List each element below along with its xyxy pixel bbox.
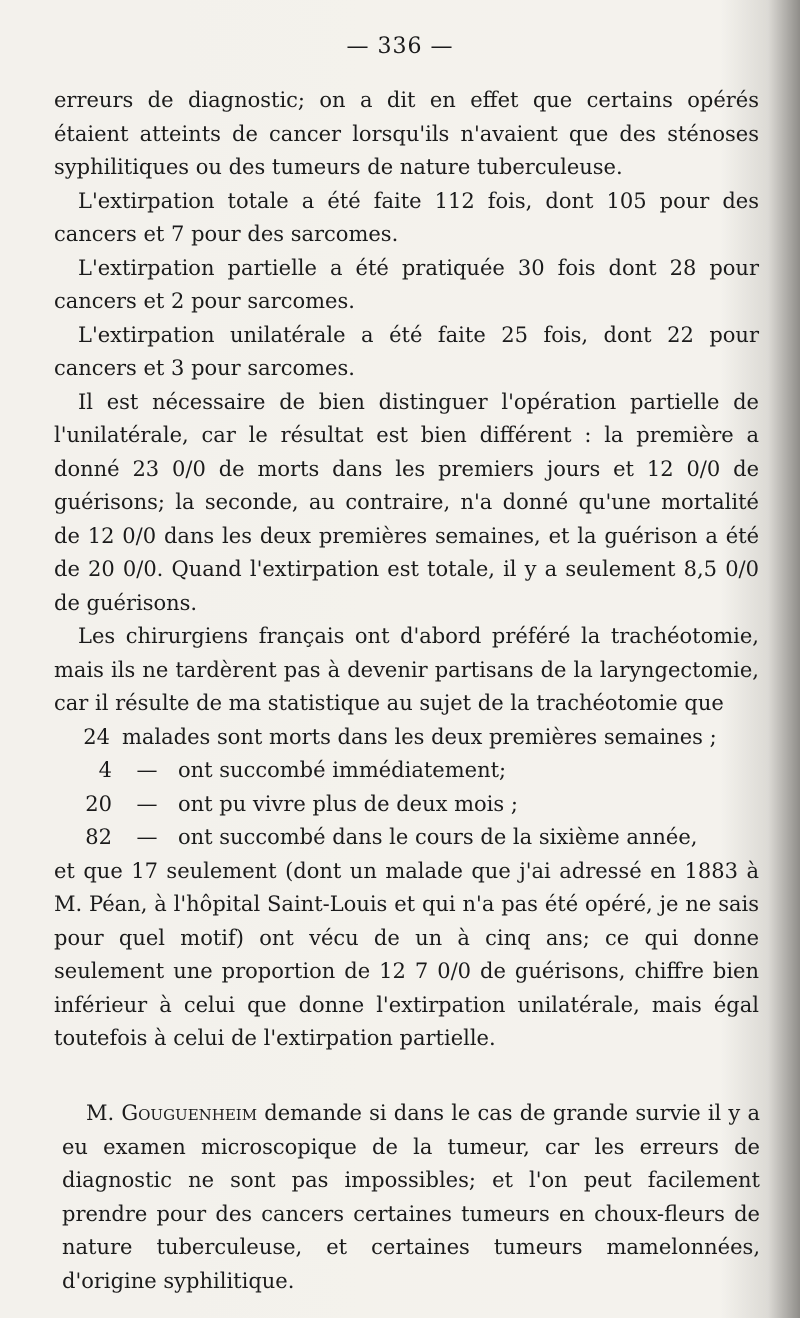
list-item-text: ont pu vivre plus de deux mois ; bbox=[178, 791, 518, 816]
list-item-number: 20 bbox=[85, 791, 112, 816]
list-item-dash: — bbox=[136, 791, 158, 816]
speaker-paragraph bbox=[62, 1097, 760, 1298]
list-item-text: ont succombé immédiatement; bbox=[178, 758, 507, 782]
speaker-remark bbox=[62, 1097, 760, 1298]
list-item bbox=[54, 721, 759, 755]
list-item-dash: — bbox=[136, 758, 158, 782]
paragraph-partial-extirpation: L'extirpation partielle a été pratiquée 30 fois dont 28 pour cancers et 2 pour sarcomes. bbox=[54, 255, 759, 313]
list-item bbox=[54, 821, 759, 855]
speaker-text: demande si dans le cas de grande survie il y a eu examen microscopique de la tumeur, car les erreurs de diagnostic ne sont pas impossibles; et l'on peut facilement prendre pour des cancers certaines tumeurs en choux-fleurs de nature tuberculeuse, et certaines tumeurs mamelonnées, d'origine syphilitique. bbox=[62, 1101, 760, 1293]
paragraph-french-surgeons: Les chirurgiens français ont d'abord préféré la trachéotomie, mais ils ne tardèrent pas à devenir partisans de la laryngectomie, car il résulte de ma statistique au sujet de la trachéotomie que bbox=[54, 624, 759, 715]
list-item-text: ont succombé dans le cours de la sixième année, bbox=[178, 825, 698, 849]
list-item bbox=[54, 788, 759, 822]
speaker-prefix: M. bbox=[86, 1101, 115, 1125]
main-text bbox=[54, 84, 759, 1056]
list-item-dash: — bbox=[136, 825, 158, 849]
speaker-name: Gouguenheim bbox=[121, 1101, 258, 1125]
list-item-number: 24 bbox=[83, 724, 110, 749]
list-item-number: 82 bbox=[85, 825, 112, 849]
page-number: — 336 — bbox=[346, 34, 454, 59]
statistics-list bbox=[54, 721, 759, 855]
list-item-number: 4 bbox=[98, 758, 112, 782]
paragraph-distinction: Il est nécessaire de bien distinguer l'opération partielle de l'unilatérale, car le résultat est bien différent : la première a donné 23 0/0 de morts dans les premiers jours et 12 0/0 de guérisons; la seconde, au contraire, n'a donné qu'une mortalité de 12 0/0 dans les deux premières semaines, et la guérison a été de 20 0/0. Quand l'extirpation est totale, il y a seulement 8,5 0/0 de guérisons. bbox=[54, 389, 759, 615]
paragraph-conclusion: et que 17 seulement (dont un malade que j'ai adressé en 1883 à M. Péan, à l'hôpital Saint-Louis et qui n'a pas été opéré, je ne sais pour quel motif) ont vécu de un à cinq ans; ce qui donne seulement une proportion de 12 7 0/0 de guérisons, chiffre bien inférieur à celui que donne l'extirpation unilatérale, mais égal toutefois à celui de l'extirpation partielle. bbox=[54, 858, 759, 1050]
paragraph-unilateral-extirpation: L'extirpation unilatérale a été faite 25 fois, dont 22 pour cancers et 3 pour sarcomes. bbox=[54, 322, 759, 380]
list-item-text: malades sont morts dans les deux premières semaines ; bbox=[122, 724, 717, 749]
list-item bbox=[54, 754, 759, 788]
paragraph-continuation: erreurs de diagnostic; on a dit en effet que certains opérés étaient atteints de cancer lorsqu'ils n'avaient que des sténoses syphilitiques ou des tumeurs de nature tuberculeuse. bbox=[54, 88, 759, 179]
paragraph-total-extirpation: L'extirpation totale a été faite 112 fois, dont 105 pour des cancers et 7 pour des sarcomes. bbox=[54, 188, 759, 246]
